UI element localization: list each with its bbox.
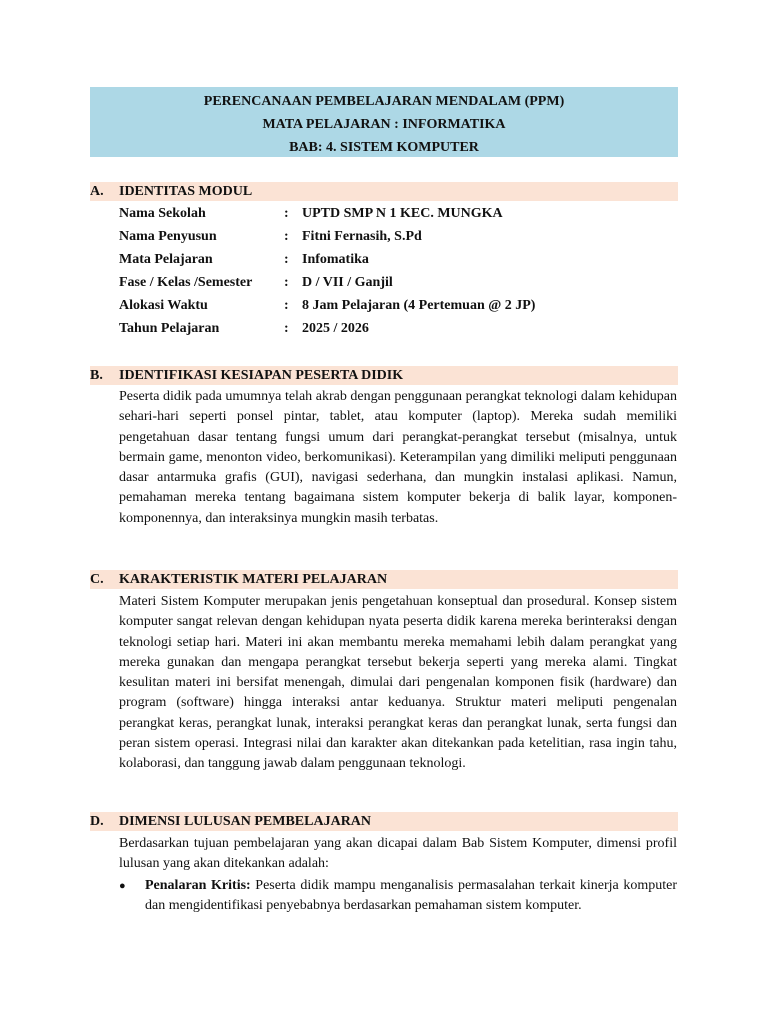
identity-colon: : [284,275,289,290]
chapter-title: BAB: 4. SISTEM KOMPUTER [289,140,479,155]
section-letter: A. [90,184,104,199]
list-item [119,876,677,917]
dimension-intro-paragraph: Berdasarkan tujuan pembelajaran yang akan dicapai dalam Bab Sistem Komputer, dimensi profil lulusan yang akan ditekankan adalah: [119,836,677,872]
section-title: KARAKTERISTIK MATERI PELAJARAN [119,572,388,587]
identity-label: Alokasi Waktu [119,298,208,313]
identity-row [119,249,679,271]
bullet-icon: ● [119,880,126,892]
identity-colon: : [284,298,289,313]
identity-label: Mata Pelajaran [119,252,213,267]
section-letter: B. [90,368,103,383]
section-c-heading [90,570,678,589]
identity-value: 2025 / 2026 [302,321,369,336]
section-d-heading [90,812,678,831]
section-title: IDENTITAS MODUL [119,184,253,199]
identity-label: Nama Penyusun [119,229,217,244]
identity-row [119,226,679,248]
list-item-term: Penalaran Kritis: [145,878,251,893]
section-a-heading [90,182,678,201]
identity-label: Fase / Kelas /Semester [119,275,253,290]
list-item-text [145,876,677,917]
identity-label: Tahun Pelajaran [119,321,220,336]
identity-colon: : [284,321,289,336]
material-paragraph: Materi Sistem Komputer merupakan jenis pengetahuan konseptual dan prosedural. Konsep sistem komputer sangat relevan dengan kehidupan nyata peserta didik karena mereka berinteraksi dengan teknologi setiap hari. Materi ini akan membantu mereka memahami lebih dalam perangkat yang mereka gunakan dan mengapa perangkat tersebut bekerja seperti yang mereka alami. Tingkat kesulitan materi ini bersifat menengah, dimulai dari pengenalan komponen fisik (hardware) dan program (software) hingga interaksi antar keduanya. Struktur materi meliputi pengenalan perangkat keras, perangkat lunak, interaksi perangkat keras dan perangkat lunak, serta fungsi dan peran sistem operasi. Integrasi nilai dan karakter akan ditekankan pada ketelitian, rasa ingin tahu, kolaborasi, dan tanggung jawab dalam penggunaan teknologi. [119,594,677,772]
section-letter: C. [90,572,104,587]
identity-row [119,318,679,340]
identity-colon: : [284,252,289,267]
subject-title: MATA PELAJARAN : INFORMATIKA [262,117,506,132]
identity-row [119,295,679,317]
identity-value: Infomatika [302,252,369,267]
section-letter: D. [90,814,104,829]
section-title: IDENTIFIKASI KESIAPAN PESERTA DIDIK [119,368,404,383]
list-item-description: Peserta didik mampu menganalisis permasalahan terkait kinerja komputer dan mengidentifikasi penyebabnya berdasarkan pemahaman sistem komputer. [145,878,677,914]
identity-label: Nama Sekolah [119,206,206,221]
identity-colon: : [284,206,289,221]
identity-colon: : [284,229,289,244]
section-b-heading [90,366,678,385]
readiness-paragraph: Peserta didik pada umumnya telah akrab dengan penggunaan perangkat teknologi dalam kehidupan sehari-hari seperti ponsel pintar, tablet, atau komputer (laptop). Mereka sudah memiliki pengetahuan dasar tentang fungsi umum dari perangkat-perangkat tersebut (misalnya, untuk bermain game, menonton video, berkomunikasi). Keterampilan yang dimiliki meliputi penggunaan dasar antarmuka grafis (GUI), navigasi sederhana, dan mungkin instalasi aplikasi. Namun, pemahaman mereka tentang bagaimana sistem komputer bekerja di balik layar, komponen-komponennya, dan interaksinya mungkin masih terbatas. [119,389,677,526]
identity-value: Fitni Fernasih, S.Pd [302,229,422,244]
identity-row [119,272,679,294]
identity-value: D / VII / Ganjil [302,275,393,290]
identity-value: UPTD SMP N 1 KEC. MUNGKA [302,206,503,221]
section-title: DIMENSI LULUSAN PEMBELAJARAN [119,814,372,829]
identity-value: 8 Jam Pelajaran (4 Pertemuan @ 2 JP) [302,298,536,313]
identity-row [119,203,679,225]
document-header [90,87,678,157]
document-title: PERENCANAAN PEMBELAJARAN MENDALAM (PPM) [203,94,565,109]
